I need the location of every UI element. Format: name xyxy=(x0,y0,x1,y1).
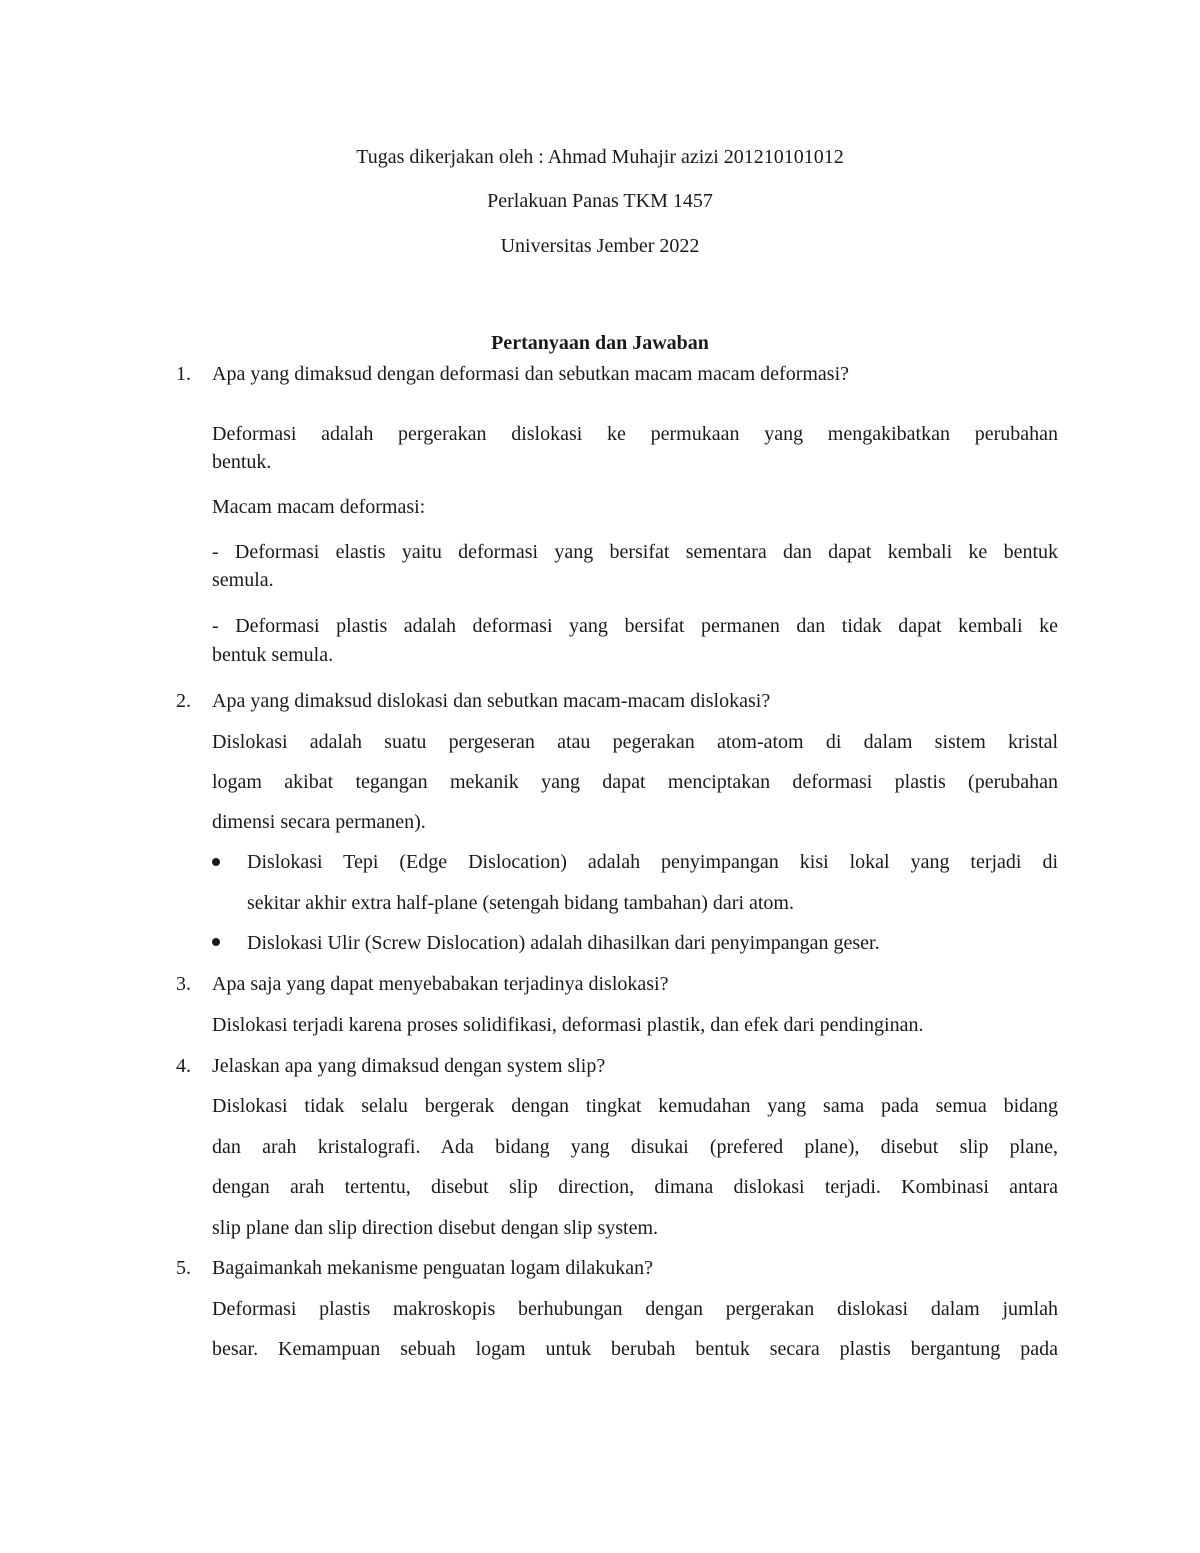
question-text: Jelaskan apa yang dimaksud dengan system slip? xyxy=(212,1055,606,1077)
answer-line: dan arah kristalografi. Ada bidang yang disukai (prefered plane), disebut slip plane, xyxy=(212,1136,1058,1158)
bullet-icon xyxy=(212,858,220,866)
bullet-line: Dislokasi Tepi (Edge Dislocation) adalah penyimpangan kisi lokal yang terjadi di xyxy=(247,851,1058,873)
bullet-line: sekitar akhir extra half-plane (setengah bidang tambahan) dari atom. xyxy=(247,892,794,914)
answer-line: dimensi secara permanen). xyxy=(212,811,426,833)
answer-line: - Deformasi elastis yaitu deformasi yang bersifat sementara dan dapat kembali ke bentuk xyxy=(212,541,1058,563)
bullet-line: Dislokasi Ulir (Screw Dislocation) adalah dihasilkan dari penyimpangan geser. xyxy=(247,932,880,954)
question-text: Bagaimankah mekanisme penguatan logam dilakukan? xyxy=(212,1257,653,1279)
bullet-icon xyxy=(212,938,220,946)
answer-line: logam akibat tegangan mekanik yang dapat menciptakan deformasi plastis (perubahan xyxy=(212,771,1058,793)
author-line: Tugas dikerjakan oleh : Ahmad Muhajir azizi 201210101012 xyxy=(356,146,844,168)
answer-line: Deformasi plastis makroskopis berhubungan dengan pergerakan dislokasi dalam jumlah xyxy=(212,1298,1058,1320)
answer-line: dengan arah tertentu, disebut slip direction, dimana dislokasi terjadi. Kombinasi antara xyxy=(212,1176,1058,1198)
university-line: Universitas Jember 2022 xyxy=(500,235,700,257)
answer-line: - Deformasi plastis adalah deformasi yang bersifat permanen dan tidak dapat kembali ke xyxy=(212,615,1058,637)
answer-line: bentuk. xyxy=(212,451,272,473)
answer-line: Dislokasi tidak selalu bergerak dengan tingkat kemudahan yang sama pada semua bidang xyxy=(212,1095,1058,1117)
question-text: Apa yang dimaksud dengan deformasi dan sebutkan macam macam deformasi? xyxy=(212,363,850,385)
answer-line: bentuk semula. xyxy=(212,644,334,666)
question-number: 2. xyxy=(176,690,191,712)
question-text: Apa yang dimaksud dislokasi dan sebutkan macam-macam dislokasi? xyxy=(212,690,771,712)
answer-line: Dislokasi adalah suatu pergeseran atau pegerakan atom-atom di dalam sistem kristal xyxy=(212,731,1058,753)
course-line: Perlakuan Panas TKM 1457 xyxy=(487,190,713,212)
question-number: 1. xyxy=(176,363,191,385)
section-title: Pertanyaan dan Jawaban xyxy=(491,332,709,354)
answer-line: besar. Kemampuan sebuah logam untuk berubah bentuk secara plastis bergantung pada xyxy=(212,1338,1058,1360)
answer-line: Deformasi adalah pergerakan dislokasi ke permukaan yang mengakibatkan perubahan xyxy=(212,423,1058,445)
question-text: Apa saja yang dapat menyebabakan terjadinya dislokasi? xyxy=(212,973,669,995)
answer-line: Dislokasi terjadi karena proses solidifikasi, deformasi plastik, dan efek dari pendinginan. xyxy=(212,1014,924,1036)
answer-line: semula. xyxy=(212,569,274,591)
answer-line: Macam macam deformasi: xyxy=(212,496,426,518)
question-number: 4. xyxy=(176,1055,191,1077)
answer-line: slip plane dan slip direction disebut dengan slip system. xyxy=(212,1217,659,1239)
question-number: 3. xyxy=(176,973,191,995)
question-number: 5. xyxy=(176,1257,191,1279)
